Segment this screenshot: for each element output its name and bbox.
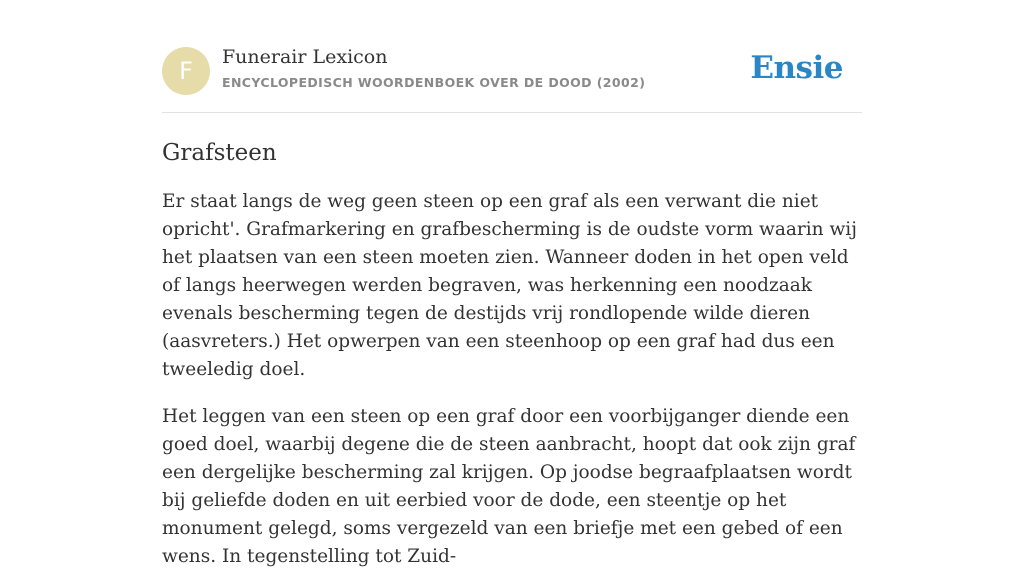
entry-paragraph: Het leggen van een steen op een graf door een voorbijganger diende een goed doel, waarbij degene die de steen aanbracht, hoopt dat ook zijn graf een dergelijke bescherming zal krijgen. Op joodse begraafplaatsen wordt bij geliefde doden en uit eerbied voor de dode, een steentje op het monument gelegd, soms vergezeld van een briefje met een gebed of een wens. In tegenstelling tot Zuid- <box>162 406 856 567</box>
ensie-logo-link[interactable]: Ensie <box>750 50 843 86</box>
header <box>162 0 862 113</box>
entry-paragraph: Er staat langs de weg geen steen op een graf als een verwant die niet opricht'. Grafmarkering en grafbescherming is de oudste vorm waarin wij het plaatsen van een steen moeten zien. Wanneer doden in het open veld of langs heerwegen werden begraven, was herkenning een noodzaak evenals bescherming tegen de destijds vrij rondlopende wilde dieren (aasvreters.) Het opwerpen van een steenhoop op een graf had dus een tweeledig doel. <box>162 191 857 380</box>
entry-title: Grafsteen <box>162 140 277 166</box>
source-subtitle: ENCYCLOPEDISCH WOORDENBOEK OVER DE DOOD (2002) <box>222 75 646 90</box>
source-title-link[interactable]: Funerair Lexicon <box>222 46 388 68</box>
source-avatar[interactable]: F <box>162 47 210 95</box>
entry-body <box>162 188 862 571</box>
page <box>162 0 862 571</box>
